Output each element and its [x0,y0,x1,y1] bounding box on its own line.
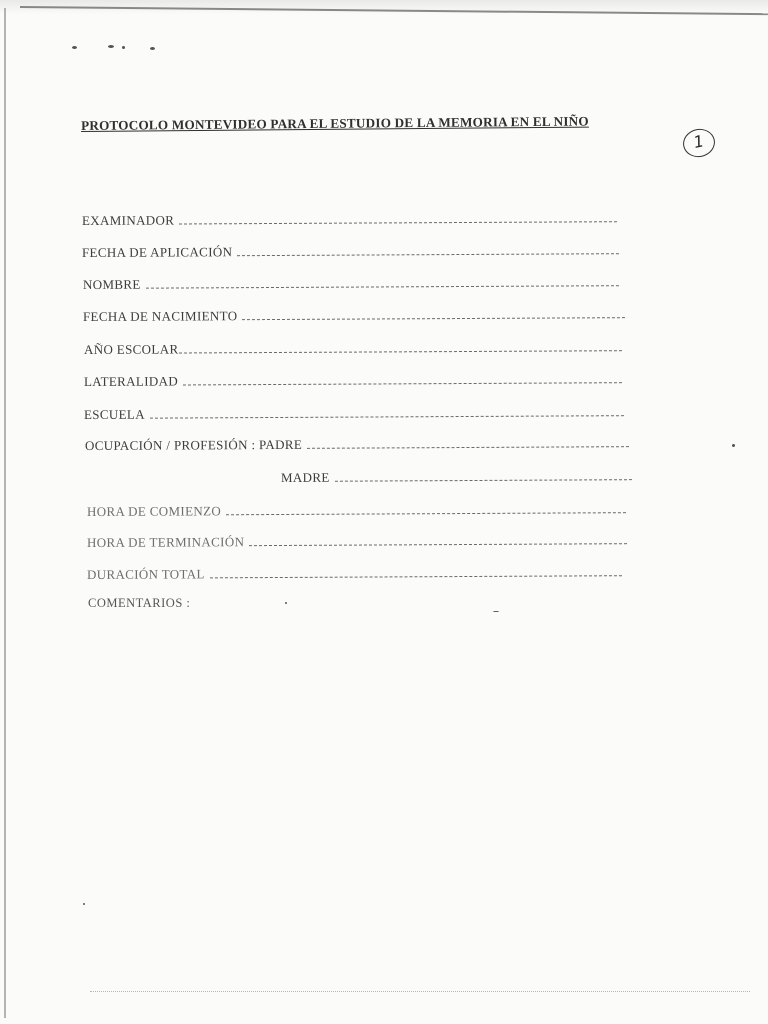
scan-left-edge-line [4,8,6,1018]
field-duracion-total [87,560,622,583]
fill-line-duracion-total[interactable] [210,575,622,578]
label-nombre: NOMBRE [82,276,141,292]
field-lateralidad [84,367,622,390]
scan-bottom-artifact [90,990,750,992]
fill-line-escuela[interactable] [150,415,624,418]
fill-line-ano-escolar[interactable] [178,350,621,353]
label-ano-escolar: AÑO ESCOLAR [83,341,179,357]
label-hora-terminacion: HORA DE TERMINACIÓN [86,534,245,550]
label-examinador: EXAMINADOR [81,212,175,229]
field-ano-escolar [84,335,622,358]
field-fecha-nacimiento [83,302,625,325]
fill-line-examinador[interactable] [179,221,617,224]
field-hora-comienzo [87,497,626,520]
fill-line-ocupacion-padre[interactable] [307,446,629,449]
label-fecha-aplicacion: FECHA DE APLICACIÓN [81,244,233,260]
scan-speck [150,47,155,50]
scan-speck [83,903,85,905]
fill-line-madre[interactable] [335,479,632,482]
field-ocupacion-padre [85,431,629,454]
fill-line-hora-terminacion[interactable] [249,543,627,546]
label-escuela: ESCUELA [83,406,145,422]
scan-speck [122,46,125,49]
fill-line-fecha-aplicacion[interactable] [237,253,619,256]
scan-speck [493,611,499,612]
field-fecha-aplicacion [82,238,619,261]
label-lateralidad: LATERALIDAD [83,373,179,389]
fill-line-nombre[interactable] [146,285,619,288]
field-hora-terminacion [87,528,627,551]
field-madre [281,464,632,486]
fill-line-lateralidad[interactable] [183,382,622,385]
label-madre: MADRE [280,469,330,485]
label-hora-comienzo: HORA DE COMIENZO [86,503,222,519]
field-examinador [82,206,617,229]
fill-line-hora-comienzo[interactable] [226,512,626,515]
page-number: 1 [691,131,706,152]
field-nombre [83,270,619,293]
label-duracion-total: DURACIÓN TOTAL [86,566,205,582]
field-escuela [84,400,624,423]
fill-line-fecha-nacimiento[interactable] [242,317,625,320]
label-fecha-nacimiento: FECHA DE NACIMIENTO [82,308,238,324]
page-number-circle [680,126,717,160]
scan-speck [732,444,735,447]
label-comentarios: COMENTARIOS : [88,596,191,610]
scan-speck [108,45,114,48]
label-ocupacion-padre: OCUPACIÓN / PROFESIÓN : PADRE [84,436,303,453]
form-title: PROTOCOLO MONTEVIDEO PARA EL ESTUDIO DE LA MEMORIA EN EL NIÑO [81,113,589,133]
scan-speck [72,46,77,49]
scan-speck [285,602,287,604]
